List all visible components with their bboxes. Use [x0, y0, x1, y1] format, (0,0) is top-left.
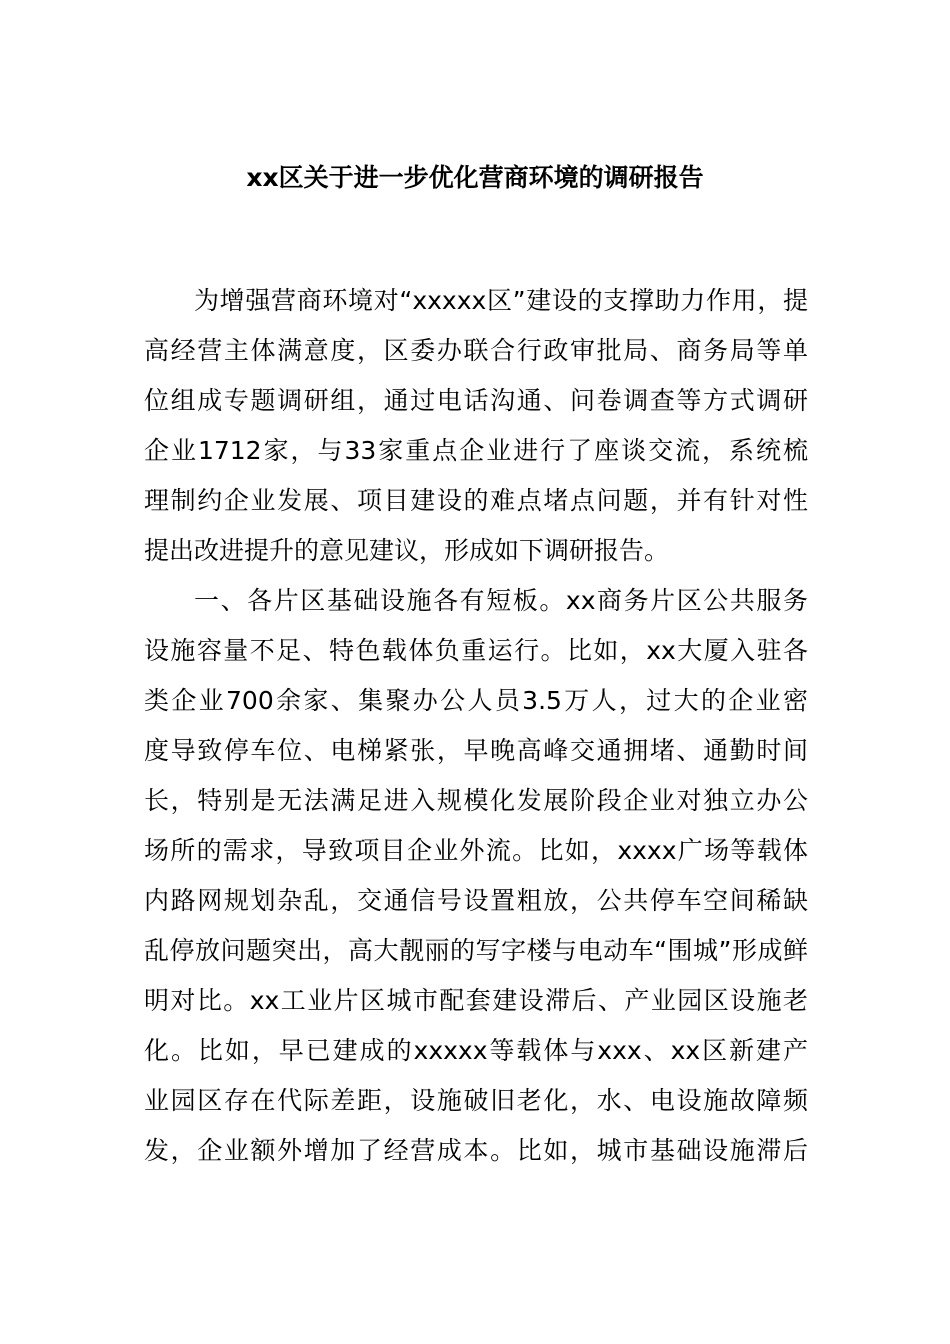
paragraph-2-line-1: 一、各片区基础设施各有短板。xx商务片区公共服务 — [194, 586, 808, 615]
paragraph-1-line-2: 高经营主体满意度，区委办联合行政审批局、商务局等单 — [144, 336, 808, 365]
paragraph-2-line-5: 长，特别是无法满足进入规模化发展阶段企业对独立办公 — [144, 786, 808, 815]
paragraph-2-line-7: 内路网规划杂乱，交通信号设置粗放，公共停车空间稀缺 — [144, 886, 808, 915]
paragraph-2-line-9: 明对比。xx工业片区城市配套建设滞后、产业园区设施老 — [144, 986, 808, 1015]
paragraph-1-line-6: 提出改进提升的意见建议，形成如下调研报告。 — [144, 536, 670, 565]
paragraph-2-line-4: 度导致停车位、电梯紧张，早晚高峰交通拥堵、通勤时间 — [144, 736, 808, 765]
paragraph-2-line-2: 设施容量不足、特色载体负重运行。比如，xx大厦入驻各 — [144, 636, 808, 665]
paragraph-2-line-12: 发，企业额外增加了经营成本。比如，城市基础设施滞后 — [144, 1136, 808, 1165]
paragraph-2-line-8: 乱停放问题突出，高大靓丽的写字楼与电动车“围城”形成鲜 — [144, 936, 808, 965]
paragraph-2-line-11: 业园区存在代际差距，设施破旧老化，水、电设施故障频 — [144, 1086, 808, 1115]
paragraph-2-line-6: 场所的需求，导致项目企业外流。比如，xxxx广场等载体 — [144, 836, 808, 865]
paragraph-2-line-10: 化。比如，早已建成的xxxxx等载体与xxx、xx区新建产 — [144, 1036, 808, 1065]
paragraph-1-line-1: 为增强营商环境对“xxxxx区”建设的支撑助力作用，提 — [194, 286, 808, 315]
paragraph-1-line-3: 位组成专题调研组，通过电话沟通、问卷调查等方式调研 — [144, 386, 808, 415]
paragraph-2-line-3: 类企业700余家、集聚办公人员3.5万人，过大的企业密 — [144, 686, 808, 715]
paragraph-1-line-4: 企业1712家，与33家重点企业进行了座谈交流，系统梳 — [144, 436, 808, 465]
document-title: xx区关于进一步优化营商环境的调研报告 — [246, 163, 704, 192]
paragraph-1-line-5: 理制约企业发展、项目建设的难点堵点问题，并有针对性 — [144, 486, 808, 515]
